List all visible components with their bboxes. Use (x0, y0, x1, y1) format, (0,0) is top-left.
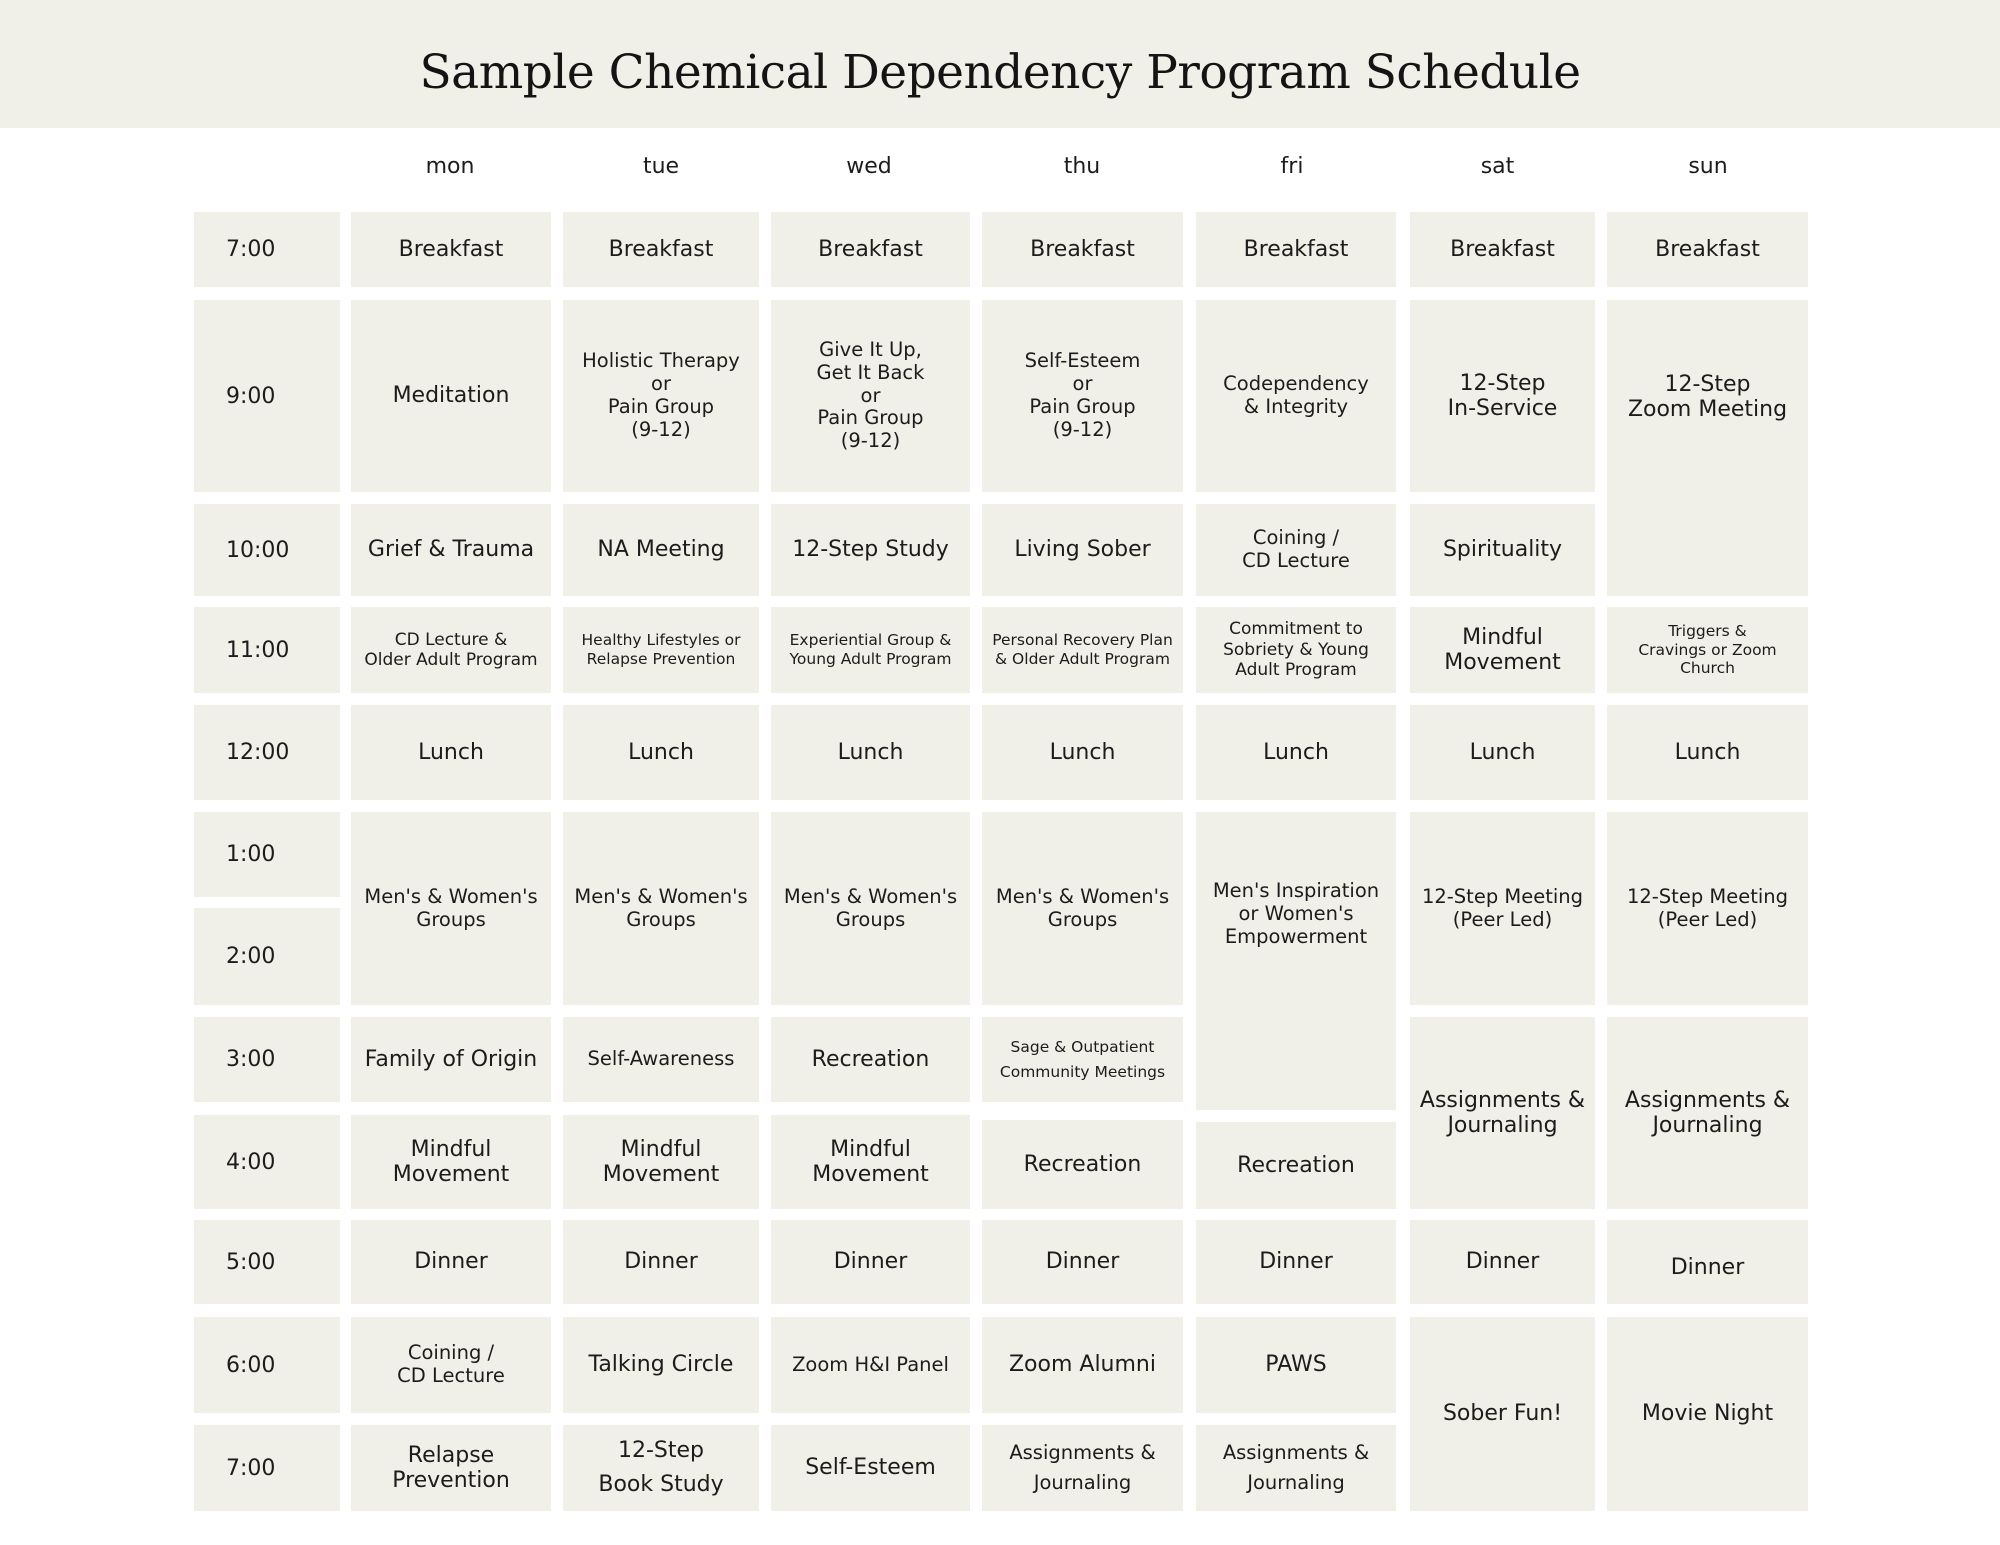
schedule-cell-wed-7: Self-Esteem (771, 1425, 970, 1511)
day-header-fri: fri (1280, 154, 1304, 179)
schedule-cell-fri-breakfast: Breakfast (1196, 212, 1396, 287)
schedule-cell-sun-11: Triggers & Cravings or Zoom Church (1607, 607, 1808, 693)
schedule-cell-thu-dinner: Dinner (982, 1220, 1183, 1304)
schedule-cell-thu-3: Sage & Outpatient Community Meetings (982, 1017, 1183, 1102)
time-cell: 6:00 (194, 1317, 340, 1413)
schedule-cell-sun-dinner: Dinner (1607, 1220, 1808, 1304)
schedule-cell-fri-9: Codependency & Integrity (1196, 300, 1396, 492)
schedule-cell-mon-10: Grief & Trauma (351, 504, 551, 596)
time-cell: 12:00 (194, 705, 340, 800)
schedule-cell-mon-3: Family of Origin (351, 1017, 551, 1102)
schedule-cell-tue-lunch: Lunch (563, 705, 759, 800)
schedule-cell-sat-1-3: 12-Step Meeting (Peer Led) (1410, 812, 1595, 1005)
schedule-cell-wed-9: Give It Up, Get It Back or Pain Group (9-12) (771, 300, 970, 492)
schedule-cell-thu-10: Living Sober (982, 504, 1183, 596)
time-cell: 3:00 (194, 1017, 340, 1102)
schedule-cell-tue-3: Self-Awareness (563, 1017, 759, 1102)
schedule-cell-tue-11: Healthy Lifestyles or Relapse Prevention (563, 607, 759, 693)
schedule-cell-fri-7: Assignments & Journaling (1196, 1425, 1396, 1511)
schedule-cell-mon-1-3: Men's & Women's Groups (351, 812, 551, 1005)
time-cell: 9:00 (194, 300, 340, 492)
schedule-cell-wed-4: Mindful Movement (771, 1115, 970, 1209)
schedule-cell-tue-6: Talking Circle (563, 1317, 759, 1413)
schedule-cell-mon-dinner: Dinner (351, 1220, 551, 1304)
page-title: Sample Chemical Dependency Program Schedule (419, 45, 1581, 100)
schedule-cell-thu-9: Self-Esteem or Pain Group (9-12) (982, 300, 1183, 492)
schedule-cell-sat-3-5: Assignments & Journaling (1410, 1017, 1595, 1209)
schedule-cell-tue-dinner: Dinner (563, 1220, 759, 1304)
schedule-cell-wed-1-3: Men's & Women's Groups (771, 812, 970, 1005)
schedule-cell-mon-6: Coining / CD Lecture (351, 1317, 551, 1413)
day-header-wed: wed (846, 154, 892, 179)
schedule-cell-tue-breakfast: Breakfast (563, 212, 759, 287)
schedule-cell-mon-7: Relapse Prevention (351, 1425, 551, 1511)
schedule-cell-thu-11: Personal Recovery Plan & Older Adult Program (982, 607, 1183, 693)
day-header-tue: tue (642, 154, 680, 179)
time-cell: 10:00 (194, 504, 340, 596)
schedule-cell-fri-11: Commitment to Sobriety & Young Adult Program (1196, 607, 1396, 693)
schedule-cell-fri-6: PAWS (1196, 1317, 1396, 1413)
schedule-cell-sat-10: Spirituality (1410, 504, 1595, 596)
schedule-cell-tue-1-3: Men's & Women's Groups (563, 812, 759, 1005)
schedule-cell-tue-7: 12-Step Book Study (563, 1425, 759, 1511)
schedule-cell-wed-lunch: Lunch (771, 705, 970, 800)
time-cell: 5:00 (194, 1220, 340, 1304)
schedule-cell-mon-9: Meditation (351, 300, 551, 492)
schedule-cell-tue-4: Mindful Movement (563, 1115, 759, 1209)
schedule-cell-wed-dinner: Dinner (771, 1220, 970, 1304)
time-cell: 2:00 (194, 908, 340, 1005)
schedule-cell-sat-dinner: Dinner (1410, 1220, 1595, 1304)
schedule-cell-thu-1-3: Men's & Women's Groups (982, 812, 1183, 1005)
schedule-cell-sat-9: 12-Step In-Service (1410, 300, 1595, 492)
time-cell: 7:00 (194, 1425, 340, 1511)
schedule-cell-sat-breakfast: Breakfast (1410, 212, 1595, 287)
schedule-cell-sat-6-8: Sober Fun! (1410, 1317, 1595, 1511)
day-header-sat: sat (1480, 154, 1515, 179)
time-cell: 4:00 (194, 1115, 340, 1209)
schedule-cell-fri-4: Recreation (1196, 1122, 1396, 1209)
schedule-cell-sun-3-5: Assignments & Journaling (1607, 1017, 1808, 1209)
schedule-cell-fri-1-4: Men's Inspiration or Women's Empowerment (1196, 812, 1396, 1110)
day-header-thu: thu (1063, 154, 1101, 179)
time-cell: 1:00 (194, 812, 340, 897)
schedule-cell-sat-11: Mindful Movement (1410, 607, 1595, 693)
schedule-cell-mon-11: CD Lecture & Older Adult Program (351, 607, 551, 693)
schedule-cell-fri-lunch: Lunch (1196, 705, 1396, 800)
schedule-cell-wed-10: 12-Step Study (771, 504, 970, 596)
schedule-cell-wed-3: Recreation (771, 1017, 970, 1102)
time-cell: 7:00 (194, 212, 340, 287)
schedule-cell-thu-4: Recreation (982, 1120, 1183, 1209)
schedule-cell-thu-lunch: Lunch (982, 705, 1183, 800)
schedule-cell-tue-10: NA Meeting (563, 504, 759, 596)
schedule-cell-wed-breakfast: Breakfast (771, 212, 970, 287)
schedule-cell-tue-9: Holistic Therapy or Pain Group (9-12) (563, 300, 759, 492)
time-cell: 11:00 (194, 607, 340, 693)
schedule-cell-thu-breakfast: Breakfast (982, 212, 1183, 287)
schedule-cell-sun-6-8: Movie Night (1607, 1317, 1808, 1511)
schedule-cell-mon-breakfast: Breakfast (351, 212, 551, 287)
schedule-cell-sun-breakfast: Breakfast (1607, 212, 1808, 287)
schedule-cell-wed-11: Experiential Group & Young Adult Program (771, 607, 970, 693)
schedule-cell-mon-lunch: Lunch (351, 705, 551, 800)
day-header-mon: mon (425, 154, 475, 179)
day-header-sun: sun (1688, 154, 1728, 179)
schedule-cell-sun-9-11: 12-Step Zoom Meeting (1607, 300, 1808, 596)
schedule-cell-fri-10: Coining / CD Lecture (1196, 504, 1396, 596)
schedule-cell-sat-lunch: Lunch (1410, 705, 1595, 800)
schedule-cell-thu-7: Assignments & Journaling (982, 1425, 1183, 1511)
schedule-cell-mon-4: Mindful Movement (351, 1115, 551, 1209)
schedule-cell-fri-dinner: Dinner (1196, 1220, 1396, 1304)
schedule-cell-wed-6: Zoom H&I Panel (771, 1317, 970, 1413)
schedule-cell-sun-lunch: Lunch (1607, 705, 1808, 800)
schedule-cell-thu-6: Zoom Alumni (982, 1317, 1183, 1413)
schedule-cell-sun-1-3: 12-Step Meeting (Peer Led) (1607, 812, 1808, 1005)
